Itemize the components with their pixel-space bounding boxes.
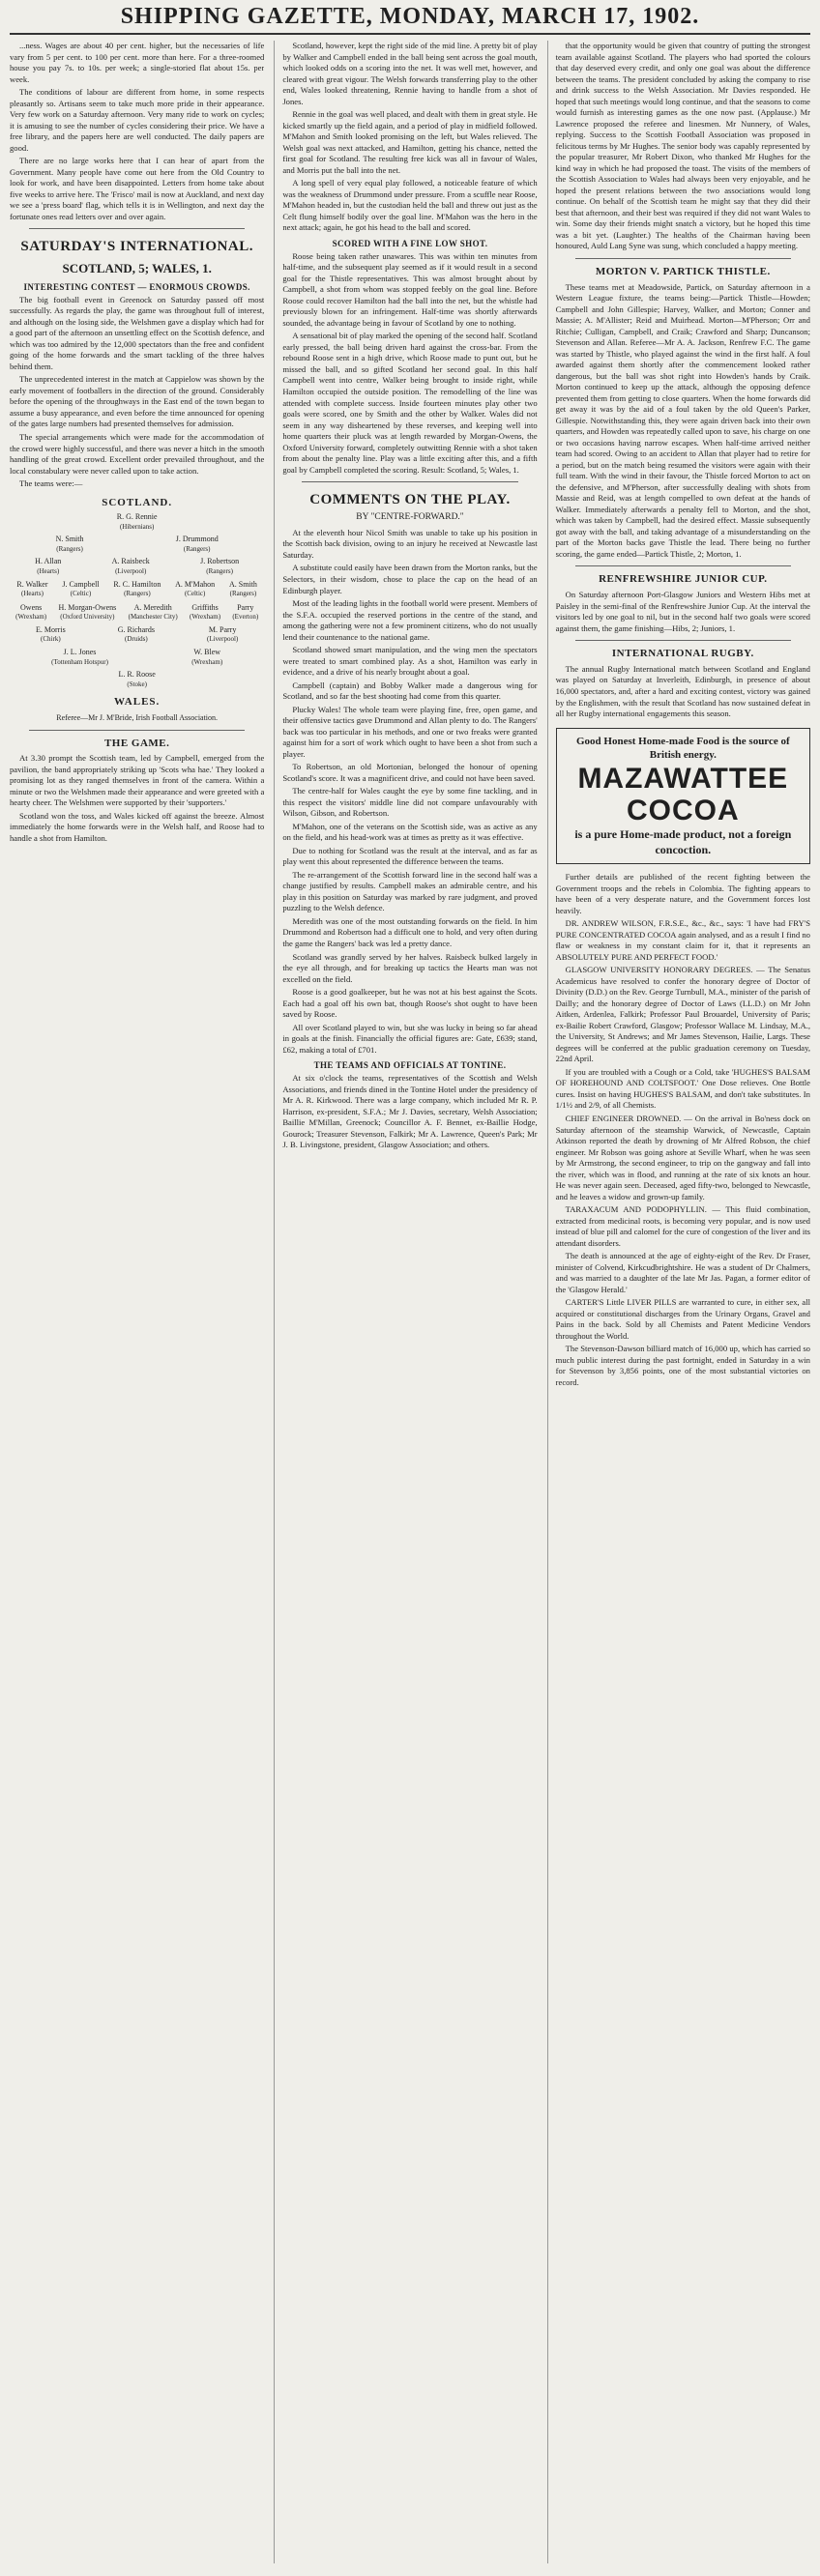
column-3 — [547, 41, 810, 2563]
paragraph: Scotland was grandly served by her halves. Raisbeck bulked largely in the eye all through, and for breaking up tactics the Hearts man was not excelled on the field. — [282, 951, 538, 984]
player: H. Allan (Hearts) — [35, 557, 62, 576]
paragraph: The special arrangements which were made for the accommodation of the crowd were highly successful, and there was never a hitch in the smooth handling of the great crowd. Excellent order prevailed throughout, and the local constabulary were never called upon to take action. — [10, 431, 265, 476]
comments-byline: BY "CENTRE-FORWARD." — [356, 512, 464, 523]
player: A. Smith (Rangers) — [229, 579, 257, 598]
paragraph: that the opportunity would be given that country of putting the strongest team available against Scotland. The players who had sported the colours that day deserved every credit, and only one goal was about the difference between the teams. The president concluded by asking the company to rise and drink success to the Welsh Association. Mr Davies responded. He hoped that such meetings would long continue, and that the seasons to come would furnish as interesting games as the one now past. (Applause.) Mr Lawrence proposed the referee and linesmen. Mr Nunnery, of Wales, replying. Success to the Scottish Football Association was proposed in felicitous terms by Mr Hughes. The senior body was capably represented by the popular treasurer, Mr Robert Dixon, who thanked Mr Hughes for the kind way in which he had proposed the toast. The visits of the members of the Scottish Association to Wales had always been very enjoyable, and he hoped the present relations between the two associations would long continue. On behalf of the Scottish team he might say that they did their best that afternoon, and their best was required if they did not want Wales to win. Some day their friends might snatch a victory, but he hoped this time was a bit yet. (Laughter.) The healths of the Chairman having been honoured, Auld Lang Syne was sung, which concluded a happy meeting. — [555, 41, 810, 251]
backs-row — [10, 648, 264, 667]
player: N. Smith (Rangers) — [55, 535, 84, 554]
mazawattee-advert — [556, 728, 810, 865]
forwards-row — [10, 580, 264, 599]
wales-title: WALES. — [114, 696, 161, 709]
paragraph: TARAXACUM AND PODOPHYLLIN. — This fluid combination, extracted from medicinal roots, is becoming very popular, and is now used instead of blue pill and calomel for the cure of congestion of the liver and its attendant disorders. — [555, 1204, 810, 1248]
rugby-title: INTERNATIONAL RUGBY. — [611, 648, 754, 660]
player: G. Richards (Druids) — [117, 624, 155, 644]
match-score-title: SCOTLAND, 5; WALES, 1. — [62, 261, 212, 276]
paragraph: ...ness. Wages are about 40 per cent. higher, but the necessaries of life vary from 5 per cent. to 100 per cent. more than here. For a three-roomed house you pay 7s. to 10s. per week; a single-storied flat about 15s. per week. — [10, 41, 265, 84]
intro-text — [10, 41, 264, 222]
paragraph: GLASGOW UNIVERSITY HONORARY DEGREES. — The Senatus Academicus have resolved to confer the honorary degree of Doctor of Divinity (D.D.) on the Rev. George Turnbull, M.A., minister of the parish of Dailly; and the honorary degree of Doctor of Laws (LL.D.) on Mr John Aitken, Ardenlea, Falkirk; Professor Paul Brouardel, University of Paris; ex-Bailie Robert Crawford, Glasgow; Professor Wallace M. Lindsay, M.A., the University, St Andrews; and Mr James Stevenson, Hailie, Largs. These degrees will be conferred at the public graduation ceremony on Tuesday, 22nd April. — [555, 965, 810, 1064]
masthead-title: SHIPPING GAZETTE, MONDAY, MARCH 17, 1902. — [120, 4, 700, 29]
player: A. M'Mahon (Celtic) — [175, 579, 216, 598]
paragraph: The big football event in Greenock on Saturday passed off most successfully. As regards the play, the game was throughout full of interest, and although on the losing side, the Welshmen gave a display which had for a good part of the afternoon an unsettling effect on the Scottish defence, and which was too admired by the 12,000 spectators than the free and confident going of the home forwards and the smart tackling of the three halves behind them. — [10, 294, 265, 371]
paragraph: The Stevenson-Dawson billiard match of 16,000 up, which has carried so much public interest during the past fortnight, ended in Saturday in a win for Stevenson by 3,856 points, one of the most substantial victories on record. — [555, 1344, 810, 1387]
paragraph: The conditions of labour are different from home, in some respects pleasantly so. Artisans seem to take much more pride in their appearance. Very few work on a Saturday afternoon. Very many ride to work on cycles; it is amusing to see the number of cycles considering their price. We have a free library, and the papers here are well conducted. The daily papers are good. — [10, 87, 265, 153]
divider — [575, 565, 791, 566]
paragraph: A sensational bit of play marked the opening of the second half. Scotland early pressed, the ball being driven hard against the cross-bar. From the rebound Roose sent in a high drive, which Roose made to punt out, but he missed the ball, and so gifted Scotland her second goal. In this half Campbell went into centre, Walker being brought to inside right, while Hamilton occupied the outside position. The remodelling of the line was attended with complete success. Inside fourteen minutes play other two goals were scored, one by Smith and the other by Walker. Wales did not seem in any way disheartened by these reverses, and keeping well into home quarters their pluck was at length rewarded by Morgan-Owens, the Oxford University forward, completely outwitting Rennie with a shot taken from about the penalty line. Play was a little exciting after this, and a fifth goal by Campbell completed the scoring. Result: Scotland, 5; Wales, 1. — [282, 331, 538, 475]
divider — [29, 730, 245, 731]
paragraph: Most of the leading lights in the football world were present. Members of the S.F.A. occupied the reserved portions in the centre of the stand, and among the gathering were not a few prominent citizens, who do not usually lend their countenance to the national game. — [282, 598, 538, 642]
teams-intro: The teams were:— — [19, 478, 83, 489]
paragraph: Further details are published of the recent fighting between the Government troops and the rebels in Colombia. The fighting appears to have been of a very desperate nature, and the Government forces lost heavily. — [555, 872, 810, 915]
paragraph: The centre-half for Wales caught the eye by some fine tackling, and in this respect the visitors' middle line did not compare unfavourably with Wilson, Gibson, and Robertson. — [282, 786, 538, 819]
divider — [302, 481, 517, 482]
advert-brand: MAZAWATTEE — [577, 763, 789, 795]
paragraph: Rennie in the goal was well placed, and dealt with them in great style. He kicked smartly up the field again, and a period of play in midfield followed. M'Mahon and Smith looked promising on the left, but Wales relieved. The Welsh goal was next attacked, and Hamilton, getting his chance, netted the first goal for Scotland. The resulting free kick was all in favour of Wales, and Morris put the ball into the net. — [282, 109, 538, 175]
divider — [575, 258, 791, 259]
player: J. L. Jones (Tottenham Hotspur) — [51, 647, 108, 666]
paragraph: All over Scotland played to win, but she was lucky in being so far ahead in goals at the finish. Financially the official figures are: Gate, £639; stand, £62, making a total of £701. — [282, 1022, 538, 1055]
paragraph: Scotland won the toss, and Wales kicked off against the breeze. Almost immediately the home forwards were in the Welsh half, and Roose had to handle a shot from Hamilton. — [10, 810, 265, 843]
paragraph: On Saturday afternoon Port-Glasgow Juniors and Western Hibs met at Paisley in the semi-final of the Renfrewshire Junior Cup. At the interval the visitors led by one goal to nil, but in the second half two goals were scored against them, the game finishing—Hibs, 2; Juniors, 1. — [555, 590, 810, 633]
saturday-international-title: SATURDAY'S INTERNATIONAL. — [20, 239, 253, 255]
paragraph: A long spell of very equal play followed, a noticeable feature of which was the weakness of Drummond under pressure. From a scuffle near Roose, M'Mahon headed in, but the custodian held the ball and threw out just as the Celt flung himself bodily over the goal line. M'Mahon was the hero in the next attack; again, he got his head to the ball and scored. — [282, 178, 538, 233]
player: H. Morgan-Owens (Oxford University) — [58, 602, 117, 622]
player: Owens (Wrexham) — [15, 602, 47, 622]
paragraph: The unprecedented interest in the match at Cappielow was shown by the early movement of footballers in the direction of the ground. Considerably before the opening of the throughways in the East end of the town began to assume a busy appearance, and even before the time announced for opening of the gates large numbers had presented themselves for admission. — [10, 374, 265, 429]
paragraph: Scotland, however, kept the right side of the mid line. A pretty bit of play by Walker and Campbell ended in the ball being sent across the goal mouth, which looked odds on a scoring into the net. It was well met, however, and cleared with great vigour. The Welsh forwards transferring play to the other end, Wales looked threatening, Rennie having to handle from a shot of Jones. — [282, 41, 538, 106]
crowd-subhead: INTERESTING CONTEST — ENORMOUS CROWDS. — [23, 281, 250, 292]
player: J. Drummond (Rangers) — [175, 535, 219, 554]
comments-title: COMMENTS ON THE PLAY. — [309, 492, 511, 508]
goal-row — [10, 512, 264, 532]
paragraph: CHIEF ENGINEER DROWNED. — On the arrival in Bo'ness dock on Saturday afternoon of the steamship Warwick, of Newcastle, Captain Atkinson reported the death by drowning of Mr Alfred Robson, the chief engineer. Mr Robson was going ashore at Seville Wharf, when he was seen by Mr Armstrong, the second engineer, to trip on the gangway and fall into the river, which was in flood, and running at the rate of six knots an hour. He was never again seen. Deceased, aged fifty-two, belonged to Newcastle, and he leaves a widow and grown-up family. — [555, 1113, 810, 1201]
paragraph: At 3.30 prompt the Scottish team, led by Campbell, emerged from the pavilion, the band appropriately striking up 'Scots wha hae.' They looked a promising lot as they ranged themselves in front of the camera. Within a minute or two the Welshmen made their appearance and were greeted with a hearty cheer. The Welshmen were supported by their 'supporters.' — [10, 753, 265, 808]
paragraph: Due to nothing for Scotland was the result at the interval, and as far as play went this about represented the difference between the teams. — [282, 845, 538, 867]
paragraph: Plucky Wales! The whole team were playing fine, free, open game, and their offensive tactics gave Drummond and Allan plenty to do. The Rangers' back was too particular in his methods, and one or two freaks were granted against him for a sort of work which ought to have been a shot from such a player. — [282, 704, 538, 759]
partick-title: MORTON V. PARTICK THISTLE. — [595, 265, 771, 277]
column-2 — [274, 41, 537, 2563]
game-title: THE GAME. — [103, 737, 170, 749]
paragraph: The annual Rugby International match between Scotland and England was played on Saturday at Inverleith, Edinburgh, in presence of about 16,000 spectators, and, after a hard and exciting contest, victory was gained by the Englishmen, with the result that Scotland has now sustained defeat in all her Rugby international engagements this season. — [555, 663, 810, 719]
player: R. C. Hamilton (Rangers) — [113, 579, 161, 598]
player: Griffiths (Wrexham) — [190, 602, 221, 622]
paragraph: A substitute could easily have been drawn from the Morton ranks, but the Selectors, in their wisdom, chose to place the cap on the head of an Edinburgh player. — [282, 563, 538, 595]
paragraph: At six o'clock the teams, representatives of the Scottish and Welsh Associations, and friends dined in the Tontine Hotel under the presidency of Mr A. R. Kirkwood. There was a large company, which included Mr R. P. Harrison, ex-president, S.F.A.; Mr J. Davies, secretary, Welsh Association; Baillie M'Millan, Greenock; Councillor A. F. Bennet, ex-Baillie Hodge, Gourock; Treasurer Stevenson, Falkirk; Mr A. Lawrence, Queen's Park; Mr J. B. Livingstone, president, Glasgow Association; and others. — [282, 1073, 538, 1150]
scotland-title: SCOTLAND. — [102, 496, 173, 508]
advert-product: COCOA — [626, 795, 740, 826]
player: E. Morris (Chirk) — [36, 624, 66, 644]
player: J. Campbell (Celtic) — [62, 579, 100, 598]
player: A. Meredith (Manchester City) — [128, 602, 178, 622]
columns — [10, 41, 810, 2563]
paragraph: To Robertson, an old Mortonian, belonged the honour of opening Scotland's score. It was a magnificent drive, and could not have been saved. — [282, 762, 538, 783]
divider — [575, 640, 791, 641]
dinner-subhead: THE TEAMS AND OFFICIALS AT TONTINE. — [313, 1060, 507, 1071]
player: J. Robertson (Rangers) — [200, 557, 240, 576]
halves-row — [10, 625, 264, 645]
divider — [29, 228, 245, 229]
paragraph: DR. ANDREW WILSON, F.R.S.E., &c., &c., says: 'I have had FRY'S PURE CONCENTRATED COCOA again analysed, and as a result I find no flaw or weakness in my constant claim for it, that it represents an ABSOLUTELY PURE AND PERFECT FOOD.' — [555, 918, 810, 962]
referee-note: Referee—Mr J. M'Bride, Irish Football Association. — [56, 712, 219, 722]
paragraph: Roose is a good goalkeeper, but he was not at his best against the Scots. Each had a goal off his own bat, though Roose's shot ought to have been saved by Roose. — [282, 987, 538, 1020]
player: A. Raisbeck (Liverpool) — [111, 557, 150, 576]
paragraph: Meredith was one of the most outstanding forwards on the field. In him Drummond and Robertson had a difficult one to hold, and very often during the game the Rangers' back was led a pretty dance. — [282, 915, 538, 948]
goal-row — [10, 670, 264, 689]
player: L. R. Roose (Stoke) — [118, 669, 156, 688]
wales-lineup — [10, 603, 264, 709]
paragraph: M'Mahon, one of the veterans on the Scottish side, was as active as any on the field, and his head-work was at times as pretty as it was effective. — [282, 821, 538, 843]
backs-row — [10, 535, 264, 554]
scored-subhead: SCORED WITH A FINE LOW SHOT. — [332, 238, 488, 248]
column-1 — [10, 41, 264, 2563]
forwards-row — [10, 603, 264, 622]
paragraph: There are no large works here that I can hear of apart from the Government. Many people have come out here from the Old Country to look for work, and have been disappointed. Letters from home take about five weeks to arrive here. The 'Frisco' mail is now at Auckland, and next day we see a 'press board' flag, which tells it is in Wellington, and next day the fortunate ones read letters over and over again. — [10, 156, 265, 221]
renfrew-title: RENFREWSHIRE JUNIOR CUP. — [599, 573, 768, 586]
paragraph: The death is announced at the age of eighty-eight of the Rev. Dr Fraser, minister of Colvend, Kirkcudbrightshire. He was a student of Dr Chalmers, and was married to a daughter of the late Mr Jas. Pagan, a former editor of the 'Glasgow Herald.' — [555, 1251, 810, 1294]
scotland-lineup — [10, 496, 264, 599]
paragraph: If you are troubled with a Cough or a Cold, take 'HUGHES'S BALSAM OF HOREHOUND AND COLTSFOOT.' One Dose relieves. One Bottle cures. Insist on having HUGHES'S BALSAM, and don't take substitutes. In 1/1½ and 2/9, of all Chemists. — [555, 1066, 810, 1111]
player: W. Blew (Wrexham) — [191, 647, 223, 666]
player: Parry (Everton) — [232, 602, 259, 622]
player: R. Walker (Hearts) — [16, 579, 48, 598]
paragraph: Scotland showed smart manipulation, and the wing men the spectators were treated to smart combined play. As a shot, Hamilton was early in evidence, and a drive of his nearly brought about a goal. — [282, 645, 538, 678]
halves-row — [10, 557, 264, 576]
paragraph: Roose being taken rather unawares. This was within ten minutes from half-time, and the subsequent play seemed as if it would result in a second goal for the Thistle representatives. This was almost brought about by Campbell, a shot from whom was stopped feebly on the goal line. Before Roose could recover Hamilton had the ball into the net, but the whistle had previously blown for an infringement. Half-time was shortly afterwards sounded, the advantage being in favour of Scotland by one to nothing. — [282, 250, 538, 328]
masthead — [10, 0, 810, 35]
paragraph: These teams met at Meadowside, Partick, on Saturday afternoon in a Western League fixture, the teams being:—Partick Thistle—Howden; Campbell and John Gillespie; Harvey, Walker, and Morton; Conner and Massie; A. M'Allister; Reid and Muirhead. Morton—M'Pherson; Orr and Ritchie; Culligan, Campbell, and Craik; Crawford and Sharp; Duncanson; Stevenson and Allan. Referee—Mr A. A. Jackson, Renfrew F.C. The game was started by Thistle, who played against the wind in the first half. A foul awarded against them shortly after the commencement looked rather dangerous, but the ball was shot right into Howden's hands by Craik. Morton continued to keep up the attack, although the opposing defence prevented them from getting to close quarters. When the home forwards did get away it was by the aid of a foul taken by the old Queen's Parker, Gillespie. Notwithstanding this, they were again driven back into their own quarters, and Howden was repeatedly called upon to save, his charge on one or two occasions having narrow escapes. When half-time arrived neither team had scored. Owing to an accident to Allan that player had to retire for a period, but on the match being resumed the visitors were again with their full team. With the wind in their favour, the Thistle forced Morton to act on the defensive, and M'Pherson, after successfully dealing with shots from Massie and Reid, was at length compelled to own defeat at the hands of Walker. Immediately afterwards a penalty fell to Morton, and the shot, which was taken by Campbell, had the desired effect. Massie subsequently got away with the ball, and taking advantage of a misunderstanding on the part of the Morton backs gave Thistle the lead. There being no further scoring, the game ended—Partick Thistle, 2; Morton, 1. — [555, 281, 810, 559]
paragraph: CARTER'S Little LIVER PILLS are warranted to cure, in either sex, all acquired or constitutional discharges from the Urinary Organs, Gravel and Pains in the back. Sold by all Chemists and Patent Medicine Vendors throughout the World. — [555, 1297, 810, 1341]
player: M. Parry (Liverpool) — [207, 624, 239, 644]
advert-line: is a pure Home-made product, not a foreign concoction. — [574, 827, 792, 857]
advert-tagline: Good Honest Home-made Food is the source of British energy. — [575, 735, 790, 762]
paragraph: At the eleventh hour Nicol Smith was unable to take up his position in the Scottish back division, owing to an injury he received at Newcastle last Saturday. — [282, 527, 538, 560]
paragraph: The re-arrangement of the Scottish forward line in the second half was a change justified by results. Campbell makes an admirable centre, and his play in this position on Saturday was marked by rare judgment, and proved puzzling to the Welsh defence. — [282, 869, 538, 913]
paragraph: Campbell (captain) and Bobby Walker made a dangerous wing for Scotland, and so far the best shooting had come from this quarter. — [282, 680, 538, 702]
player: R. G. Rennie (Hibernians) — [116, 512, 158, 532]
